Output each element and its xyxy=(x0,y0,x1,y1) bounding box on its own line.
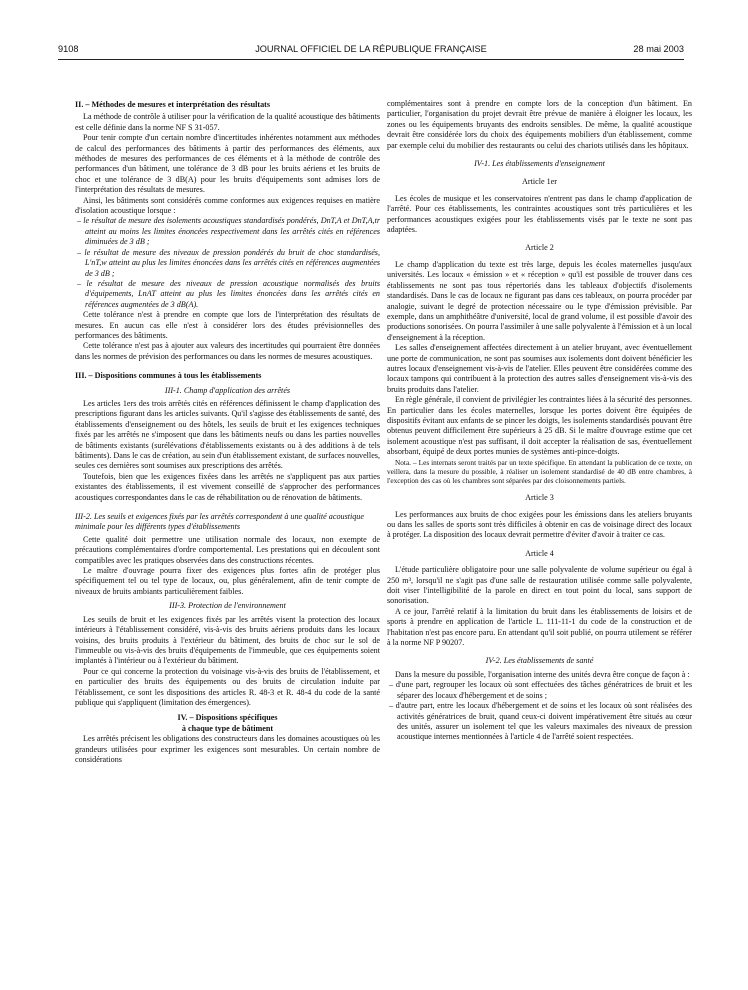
left-column xyxy=(75,97,380,959)
paragraph: Pour ce qui concerne la protection du voisinage vis-à-vis des bruits de l'établissement, et en particulier des bruits des équipements ou des bruits de circulation induite par l'établissement, ce sont les dispositions des articles R. 48-3 et R. 48-4 du code de la santé publique qui s'appliquent (limitation des émergences). xyxy=(75,666,380,707)
subsection-heading: IV-2. Les établissements de santé xyxy=(485,656,594,666)
paragraph: Les articles 1ers des trois arrêtés cités en références définissent le champ d'application des prescriptions figurant dans les articles suivants. Qu'il s'agisse des établissements de santé, des établissements d'enseignement ou des hôtels, les seuils de bruit et les exigences techniques fixés par les arrêtés ne s'imposent que dans les bâtiments neufs ou dans les parties nouvelles de bâtiments existants (surélévations d'établissements existants ou à des additions à de tels bâtiments). Dans le cas de création, au sein d'un établissement existant, de surfaces nouvelles, seules ces dernières sont soumises aux prescriptions des arrêtés. xyxy=(75,398,380,471)
list-item: – le résultat de mesure des isolements acoustiques standardisés pondérés, DnT,A et DnT,A,tr atteint au moins les limites énoncées respectivement dans les arrêtés cités en références diminuées de 3 dB ; xyxy=(77,216,380,247)
organisation-list xyxy=(387,680,692,742)
paragraph: La méthode de contrôle à utiliser pour la vérification de la qualité acoustique des bâtiments est celle définie dans la norme NF S 31-057. xyxy=(75,112,380,132)
header-rule xyxy=(58,59,684,60)
paragraph: Le champ d'application du texte est très large, depuis les écoles maternelles jusqu'aux universités. Les locaux « émission » et « réception » qu'il est possible de trouver dans ces établissements ne sont pas tous répertoriés dans les tableaux d'objectifs d'isolements standardisés. Dans le cas de locaux ne figurant pas dans ces tableaux, on pourra procéder par analogie, suivant le degré de protection nécessaire ou le type d'émission prévisible. Par exemple, dans un amphithéâtre d'université, local de grand volume, il est possible d'avoir des productions sonorisées. On pourra l'assimiler à une salle polyvalente à l'émission et à un local d'enseignement à la réception. xyxy=(387,259,692,342)
list-item: – le résultat de mesure des niveaux de pression acoustique normalisés des bruits d'équipements, LnAT atteint au plus les limites énoncées dans les arrêtés cités en références augmentées de 3 dB(A). xyxy=(77,278,380,309)
list-item: – d'autre part, entre les locaux d'hébergement et de soins et les locaux où sont réalisées des activités génératrices de bruit, quand ceux-ci doivent impérativement être situés au cœur des unités, assurer un isolement tel que les valeurs maximales des niveaux de pression acoustique internes mentionnées à l'article 4 de l'arrêté soient respectées. xyxy=(389,701,692,742)
note: Nota. – Les internats seront traités par un texte spécifique. En attendant la publication de ce texte, on veillera, dans la mesure du possible, à réaliser un isolement standardisé de 40 dB entre chambres, à l'exception des cas où les chambres sont séparées par des cloisonnements partiels. xyxy=(387,457,692,485)
article-heading: Article 4 xyxy=(525,548,554,558)
paragraph: Cette qualité doit permettre une utilisation normale des locaux, non exempte de précautions complémentaires d'ordre comportemental. Les prestations qui en découlent sont compatibles avec les pratiques observées dans des constructions récentes. xyxy=(75,534,380,565)
journal-title: JOURNAL OFFICIEL DE LA RÉPUBLIQUE FRANÇAISE xyxy=(255,44,487,54)
right-column xyxy=(387,99,692,961)
section-heading: III. – Dispositions communes à tous les établissements xyxy=(75,371,262,381)
paragraph: Ainsi, les bâtiments sont considérés comme conformes aux exigences requises en matière d'isolation acoustique lorsque : xyxy=(75,195,380,216)
paragraph: L'étude particulière obligatoire pour une salle polyvalente de volume supérieur ou égal à 250 m³, lorsqu'il ne s'agit pas d'une salle de restauration utilisée comme salle polyvalente, doit viser l'intelligibilité de la parole en direct en tout point du local, sans support de sonorisation. xyxy=(387,565,692,606)
section-heading: IV. – Dispositions spécifiques à chaque type de bâtiment xyxy=(177,713,278,733)
publication-date: 28 mai 2003 xyxy=(633,44,684,54)
subsection-heading: III-1. Champ d'application des arrêtés xyxy=(164,385,291,395)
section-heading: II. – Méthodes de mesures et interprétation des résultats xyxy=(75,100,271,109)
list-item: – le résultat de mesure des niveaux de pression pondérés du bruit de choc standardisés, L'nT,w atteint au plus les limites énoncées dans les arrêtés cités en références augmentées de 3 dB ; xyxy=(77,247,380,278)
paragraph: A ce jour, l'arrêté relatif à la limitation du bruit dans les établissements de loisirs et de sports à prendre en application de l'article L. 111-11-1 du code de la construction et de l'habitation n'est pas encore paru. En attendant qu'il soit publié, on pourra utilement se référer à la norme NF P 90207. xyxy=(387,606,692,648)
paragraph: Les arrêtés précisent les obligations des constructeurs dans les domaines acoustiques où les grandeurs utilisées pour exprimer les exigences sont mesurables. Un certain nombre de considérations xyxy=(75,734,380,764)
paragraph: Toutefois, bien que les exigences fixées dans les arrêtés ne s'appliquent pas aux parties existantes des établissements, il est vivement conseillé de s'approcher des performances acoustiques correspondantes dans le cas de réhabilitation ou de rénovation de bâtiments. xyxy=(75,471,380,502)
paragraph: Le maître d'ouvrage pourra fixer des exigences plus fortes afin de protéger plus spécifiquement tel ou tel type de locaux, ou, plus généralement, afin de tenir compte de niveaux de bruits ambiants particulièrement faibles. xyxy=(75,566,380,596)
tolerance-list xyxy=(75,216,380,310)
paragraph: complémentaires sont à prendre en compte lors de la conception d'un bâtiment. En particulier, l'organisation du projet devrait être prévue de manière à éloigner les locaux, les zones ou les équipements bruyants des endroits sensibles. De même, la qualité acoustique devrait être considérée lors du choix des équipements mobiliers d'un établissement, comme par exemple celui du mobilier des restaurants ou celui des chariots utilisés dans les hôpitaux. xyxy=(387,99,692,150)
subsection-heading: III-2. Les seuils et exigences fixés par les arrêtés correspondent à une qualité acoustique minimale pour les différents types d'établissements xyxy=(75,512,364,532)
paragraph: Dans la mesure du possible, l'organisation interne des unités devra être conçue de façon à : xyxy=(395,669,690,679)
page-number: 9108 xyxy=(58,44,79,54)
paragraph: Les seuils de bruit et les exigences fixés par les arrêtés visent la protection des locaux intérieurs à l'établissement considéré, vis-à-vis des bruits aériens produits dans les locaux voisins, des bruits produits à l'extérieur du bâtiment, des bruits de choc sur le sol de l'immeuble ou vis-à-vis des bruits d'équipements de l'immeuble, que ces équipements soient implantés à l'intérieur ou à l'extérieur du bâtiment. xyxy=(75,614,380,666)
subsection-heading: III-3. Protection de l'environnement xyxy=(169,601,286,611)
article-heading: Article 3 xyxy=(525,493,554,503)
paragraph: Cette tolérance n'est pas à ajouter aux valeurs des incertitudes qui pourraient être données dans les normes de prévision des performances ou dans les normes de mesures acoustiques. xyxy=(75,341,380,361)
paragraph: Les salles d'enseignement affectées directement à un atelier bruyant, avec éventuellement une porte de communication, ne sont pas soumises aux isolements dont doivent bénéficier les autres locaux d'enseignement vis-à-vis de l'atelier. Elles peuvent être considérées comme des locaux tampons qui contribuent à la protection des autres salles d'enseignement vis-à-vis des bruits produits dans l'atelier. xyxy=(387,343,692,394)
article-heading: Article 1er xyxy=(522,177,557,187)
paragraph: Pour tenir compte d'un certain nombre d'incertitudes inhérentes notamment aux méthodes de calcul des performances des bâtiments à partir des performances des éléments, aux méthodes de mesures des performances de ces éléments et à la méthode de contrôle des performances d'un bâtiment, une tolérance de 3 dB pour les bruits aériens et les bruits de choc et une tolérance de 3 dB(A) pour les bruits d'équipements sont admises lors de l'interprétation des résultats de mesures. xyxy=(75,133,380,195)
article-heading: Article 2 xyxy=(525,243,554,253)
paragraph: Les performances aux bruits de choc exigées pour les émissions dans les ateliers bruyants ou dans les salles de sports sont très difficiles à obtenir en cas de voisinage direct des locaux à protéger. La disposition des locaux devrait permettre d'éviter d'avoir à traiter ce cas. xyxy=(387,509,692,540)
subsection-heading: IV-1. Les établissements d'enseignement xyxy=(474,159,605,169)
page-header xyxy=(58,44,684,58)
paragraph: Les écoles de musique et les conservatoires n'entrent pas dans le champ d'application de l'arrêté. Pour ces établissements, les contraintes acoustiques sont très particulières et les performances acoustiques exigées pour les établissements visés par le texte ne sont pas adaptées. xyxy=(387,193,692,235)
paragraph: Cette tolérance n'est à prendre en compte que lors de l'interprétation des résultats de mesures. En aucun cas elle n'est à considérer lors des études prévisionnelles des performances des bâtiments. xyxy=(75,310,380,340)
paragraph: En règle générale, il convient de privilégier les contraintes liées à la sécurité des personnes. En particulier dans les écoles maternelles, lorsque les portes doivent être équipées de dispositifs évitant aux enfants de se pincer les doigts, les isolements standardisés pouvant être obtenus peuvent difficilement être supérieurs à 25 dB. Si le maître d'ouvrage estime que cet isolement acoustique n'est pas suffisant, il doit accepter la réalisation de sas, éventuellement absorbant, équipé de deux portes munies de systèmes anti-pince-doigts. xyxy=(387,395,692,457)
list-item: – d'une part, regrouper les locaux où sont effectuées des tâches génératrices de bruit et les séparer des locaux d'hébergement et de soins ; xyxy=(389,680,692,700)
